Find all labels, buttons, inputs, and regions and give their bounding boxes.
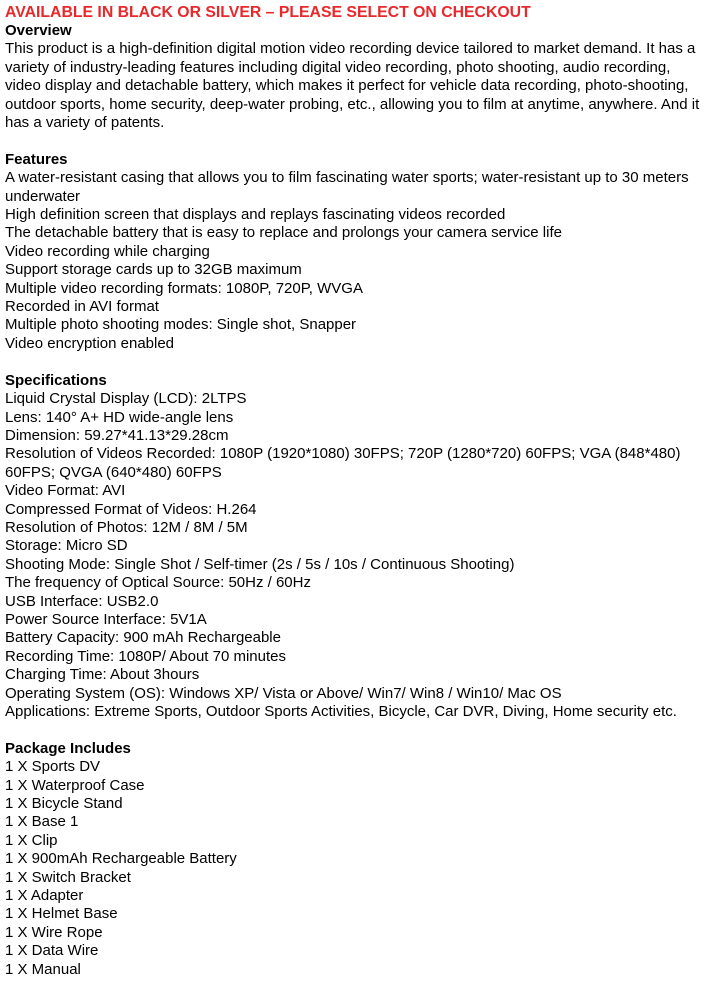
package-section: [5, 740, 701, 979]
section-spacer: [5, 132, 701, 150]
features-heading: Features: [5, 150, 68, 168]
feature-item: Multiple photo shooting modes: Single shot, Snapper: [5, 316, 357, 334]
overview-section: [5, 22, 701, 132]
feature-item: The detachable battery that is easy to replace and prolongs your camera service life: [5, 224, 562, 242]
feature-item: Recorded in AVI format: [5, 298, 159, 316]
package-item: 1 X Wire Rope: [5, 923, 103, 941]
features-list: [5, 169, 701, 353]
specifications-list: [5, 390, 701, 721]
product-description: [5, 3, 701, 979]
spec-item: Compressed Format of Videos: H.264: [5, 500, 257, 518]
availability-banner: AVAILABLE IN BLACK OR SILVER – PLEASE SELECT ON CHECKOUT: [5, 4, 531, 21]
package-list: [5, 758, 701, 979]
overview-text: This product is a high-definition digital motion video recording device tailored to market demand. It has a variety of industry-leading features including digital video recording, photo shooting, audio recording, video display and detachable battery, which makes it perfect for vehicle data recording, photo-shooting, outdoor sports, home security, deep-water probing, etc., allowing you to film at anytime, anywhere. And it has a variety of patents.: [5, 40, 700, 132]
specifications-section: [5, 372, 701, 722]
section-spacer: [5, 721, 701, 739]
package-heading: Package Includes: [5, 739, 131, 757]
spec-item: Recording Time: 1080P/ About 70 minutes: [5, 647, 287, 665]
overview-heading: Overview: [5, 22, 72, 39]
spec-item: Lens: 140° A+ HD wide-angle lens: [5, 408, 234, 426]
feature-item: Video encryption enabled: [5, 334, 175, 352]
spec-item: Storage: Micro SD: [5, 537, 128, 555]
feature-item: High definition screen that displays and replays fascinating videos recorded: [5, 206, 506, 224]
spec-item: Resolution of Photos: 12M / 8M / 5M: [5, 518, 248, 536]
feature-item: A water-resistant casing that allows you to film fascinating water sports; water-resistant up to 30 meters underwater: [5, 169, 689, 205]
spec-item: Operating System (OS): Windows XP/ Vista or Above/ Win7/ Win8 / Win10/ Mac OS: [5, 684, 562, 702]
feature-item: Support storage cards up to 32GB maximum: [5, 261, 302, 279]
spec-item: Applications: Extreme Sports, Outdoor Sports Activities, Bicycle, Car DVR, Diving, Home security etc.: [5, 703, 677, 720]
package-item: 1 X Data Wire: [5, 942, 99, 960]
section-spacer: [5, 353, 701, 371]
spec-item: Shooting Mode: Single Shot / Self-timer (2s / 5s / 10s / Continuous Shooting): [5, 555, 515, 573]
package-item: 1 X Waterproof Case: [5, 776, 145, 794]
spec-item: Battery Capacity: 900 mAh Rechargeable: [5, 629, 281, 647]
package-item: 1 X Base 1: [5, 813, 79, 831]
package-item: 1 X Adapter: [5, 887, 84, 905]
spec-item: Charging Time: About 3hours: [5, 666, 200, 684]
package-item: 1 X 900mAh Rechargeable Battery: [5, 850, 237, 868]
spec-item: The frequency of Optical Source: 50Hz / 60Hz: [5, 574, 311, 592]
spec-item: Power Source Interface: 5V1A: [5, 610, 207, 628]
spec-item: Liquid Crystal Display (LCD): 2LTPS: [5, 390, 247, 408]
feature-item: Multiple video recording formats: 1080P, 720P, WVGA: [5, 279, 363, 297]
feature-item: Video recording while charging: [5, 242, 210, 260]
spec-item: Dimension: 59.27*41.13*29.28cm: [5, 426, 229, 444]
spec-item: USB Interface: USB2.0: [5, 592, 159, 610]
package-item: 1 X Manual: [5, 960, 81, 978]
package-item: 1 X Bicycle Stand: [5, 795, 123, 813]
spec-item: Resolution of Videos Recorded: 1080P (1920*1080) 30FPS; 720P (1280*720) 60FPS; VGA (848*480) 60FPS; QVGA (640*480) 60FPS: [5, 445, 681, 481]
package-item: 1 X Helmet Base: [5, 905, 118, 923]
specifications-heading: Specifications: [5, 371, 107, 389]
package-item: 1 X Sports DV: [5, 758, 101, 776]
package-item: 1 X Clip: [5, 831, 58, 849]
spec-item: Video Format: AVI: [5, 482, 126, 500]
features-section: [5, 151, 701, 353]
package-item: 1 X Switch Bracket: [5, 868, 131, 886]
